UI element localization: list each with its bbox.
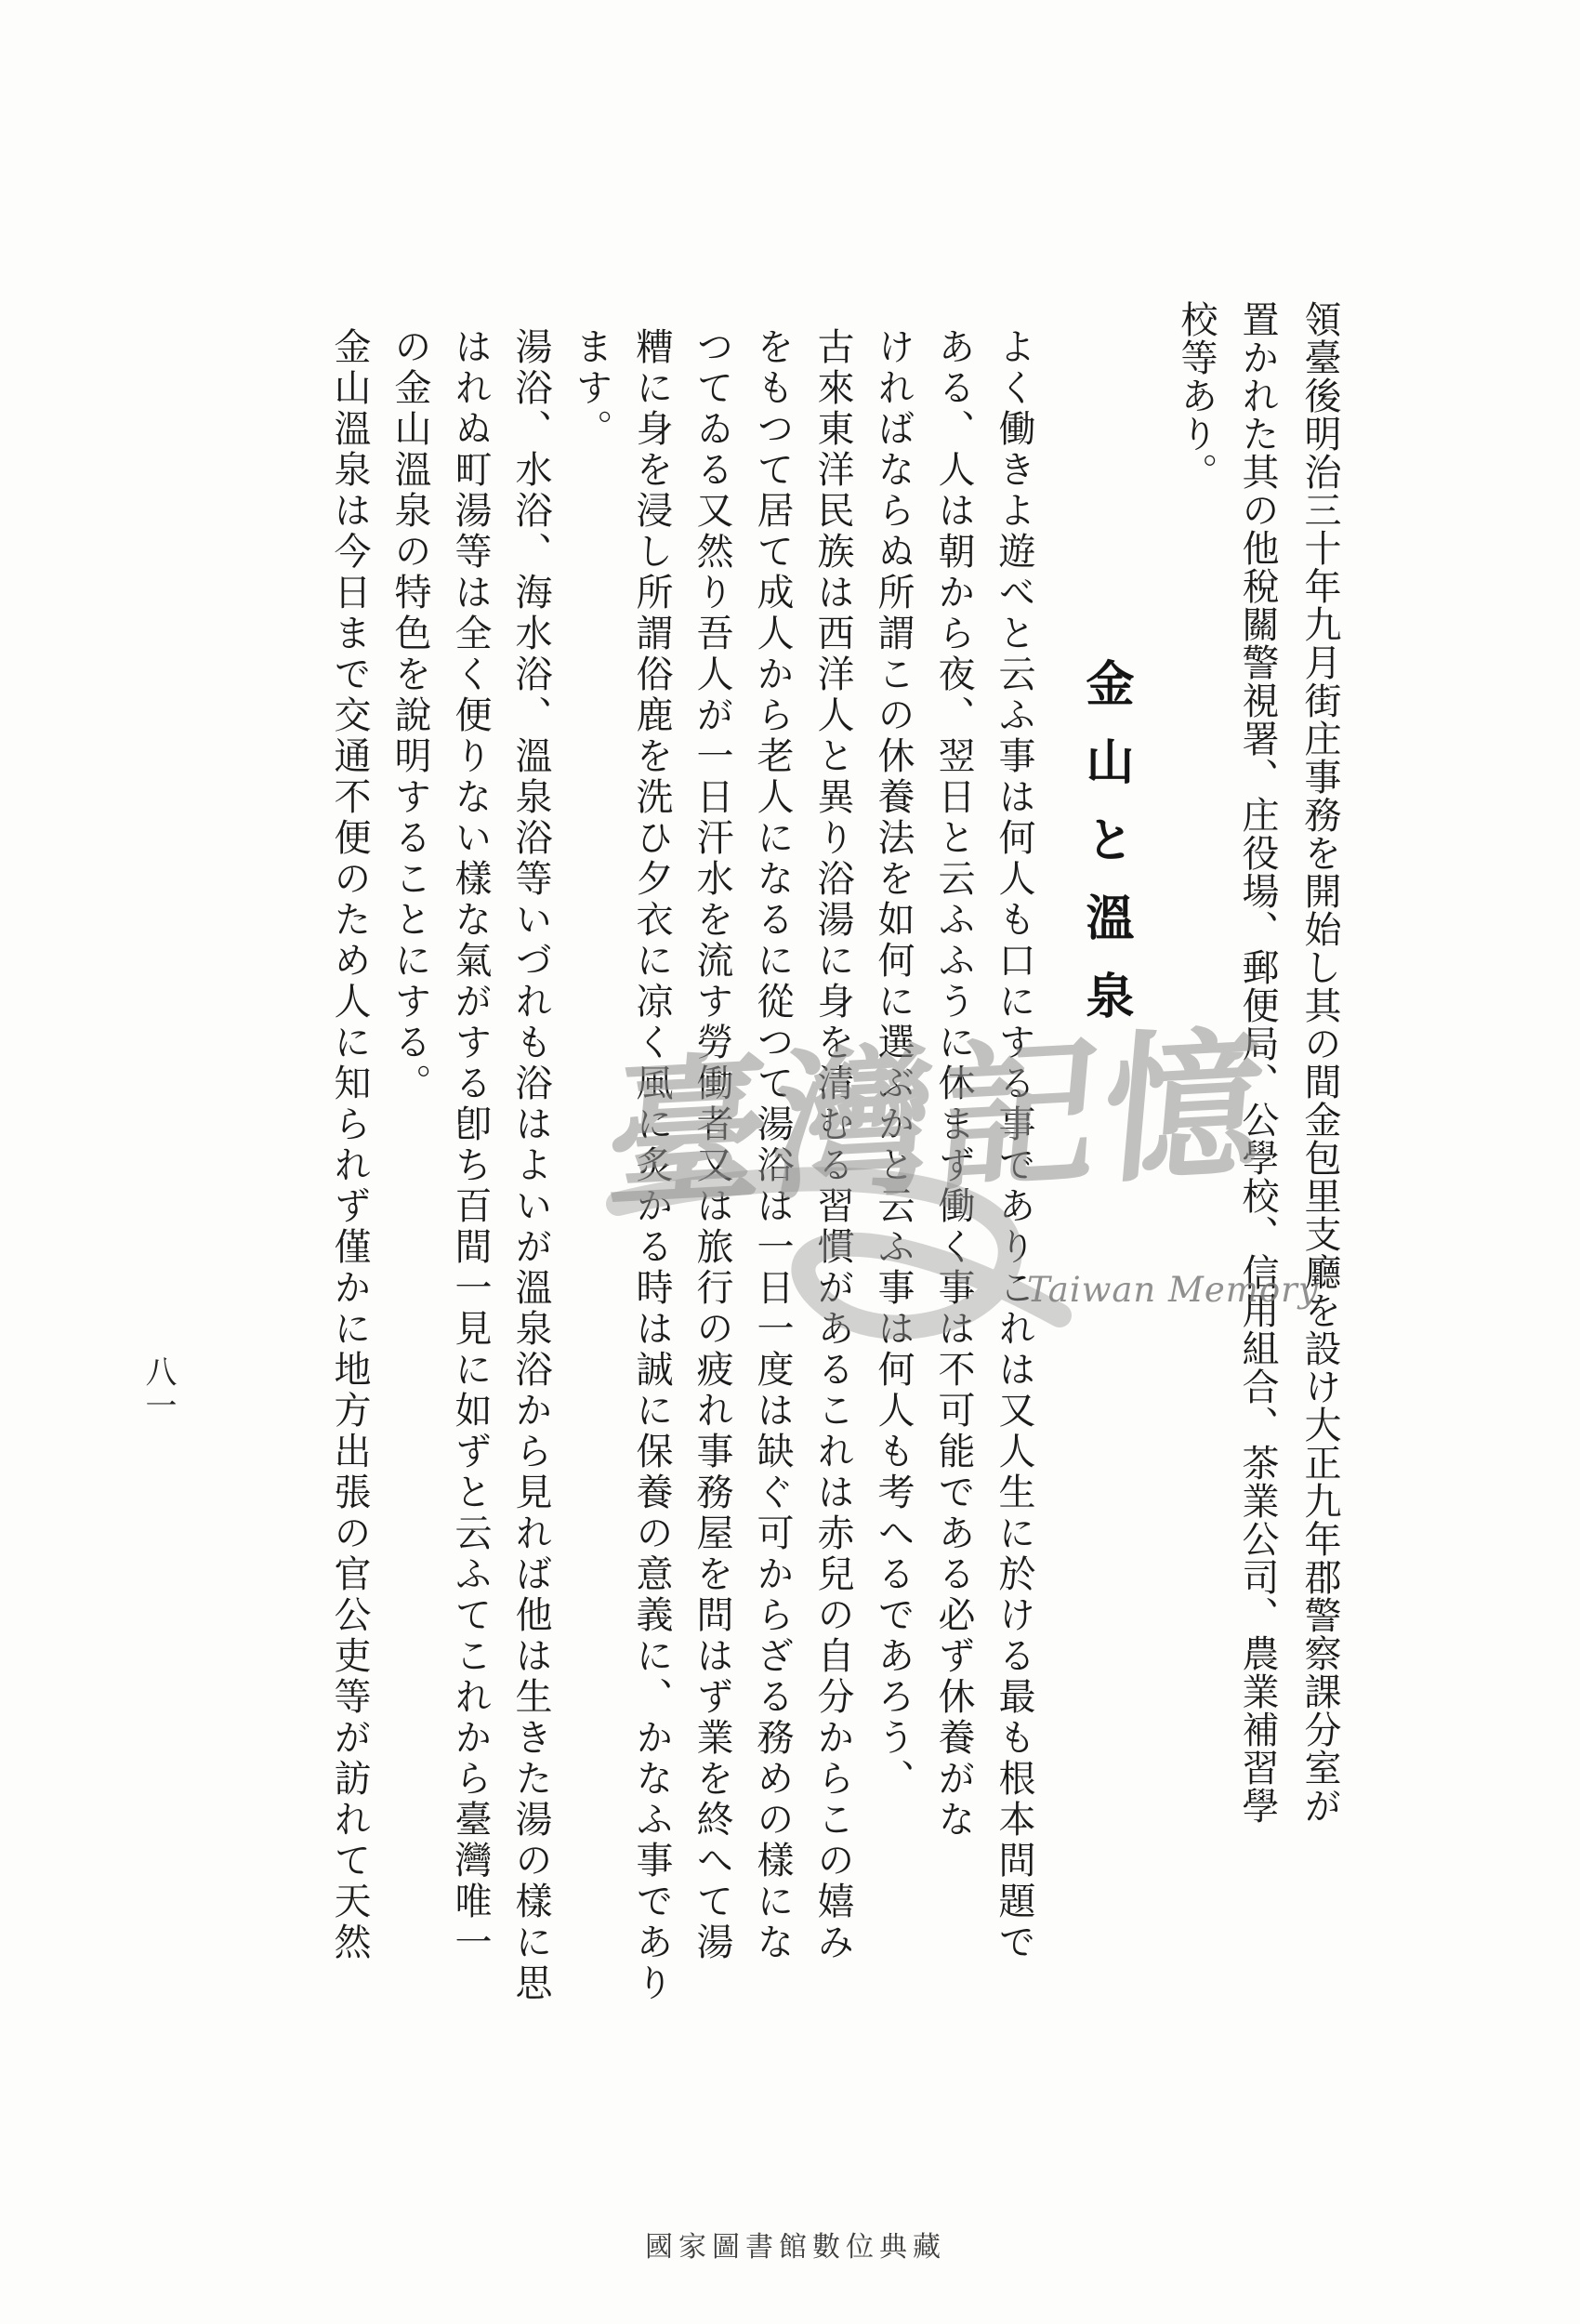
text-column-3: 校等あり。 bbox=[1175, 300, 1218, 491]
footer-caption: 國家圖書館數位典藏 bbox=[645, 2231, 946, 2264]
text-column-11: ます。 bbox=[570, 327, 612, 450]
text-column-10: 糟に身を浸し所謂俗鹿を洗ひ夕衣に凉く風に炙かる時は誠に保養の意義に、かなふ事であり bbox=[630, 327, 673, 2004]
watermark-latin-text: Taiwan Memory bbox=[1027, 1270, 1319, 1310]
text-column-7: 古來東洋民族は西洋人と異り浴湯に身を清むる習慣があるこれは赤兒の自分からこの嬉み bbox=[811, 327, 854, 1963]
page-number: 八一 bbox=[139, 1355, 177, 1422]
text-column-14: の金山溫泉の特色を說明することにする。 bbox=[388, 327, 431, 1104]
section-title: 金山と溫泉 bbox=[1077, 658, 1134, 1049]
watermark-cjk-text: 臺灣記憶 bbox=[599, 1007, 1278, 1233]
text-column-4: よく働きよ遊べと云ふ事は何人も口にする事でありこれは又人生に於ける最も根本問題で bbox=[993, 327, 1035, 1963]
text-column-5: ある、人は朝から夜、翌日と云ふふうに休まず働く事は不可能である必ず休養がな bbox=[932, 327, 975, 1841]
text-column-6: ければならぬ所謂この休養法を如何に選ぶかと云ふ事は何人も考へるであろう、 bbox=[872, 327, 915, 1800]
text-column-2: 置かれた其の他稅關警視署、庄役場、郵便局、公學校、信用組合、茶業公司、農業補習學 bbox=[1236, 300, 1279, 1825]
text-column-13: はれぬ町湯等は全く便りない樣な氣がする卽ち百間一見に如ずと云ふてこれから臺灣唯一 bbox=[449, 327, 492, 1963]
text-column-1: 領臺後明治三十年九月街庄事務を開始し其の間金包里支廳を設け大正九年郡警察課分室が bbox=[1298, 300, 1341, 1825]
text-column-8: をもつて居て成人から老人になるに從つて湯浴は一日一度は缺ぐ可からざる務めの樣にな bbox=[751, 327, 794, 1963]
text-column-9: つてゐる又然り吾人が一日汗水を流す勞働者又は旅行の疲れ事務屋を問はず業を終へて湯 bbox=[691, 327, 733, 1963]
text-column-15: 金山溫泉は今日まで交通不便のため人に知られず僅かに地方出張の官公吏等が訪れて天然 bbox=[328, 327, 371, 1963]
text-column-12: 湯浴、水浴、海水浴、溫泉浴等いづれも浴はよいが溫泉浴から見れば他は生きた湯の樣に思 bbox=[509, 327, 552, 2004]
